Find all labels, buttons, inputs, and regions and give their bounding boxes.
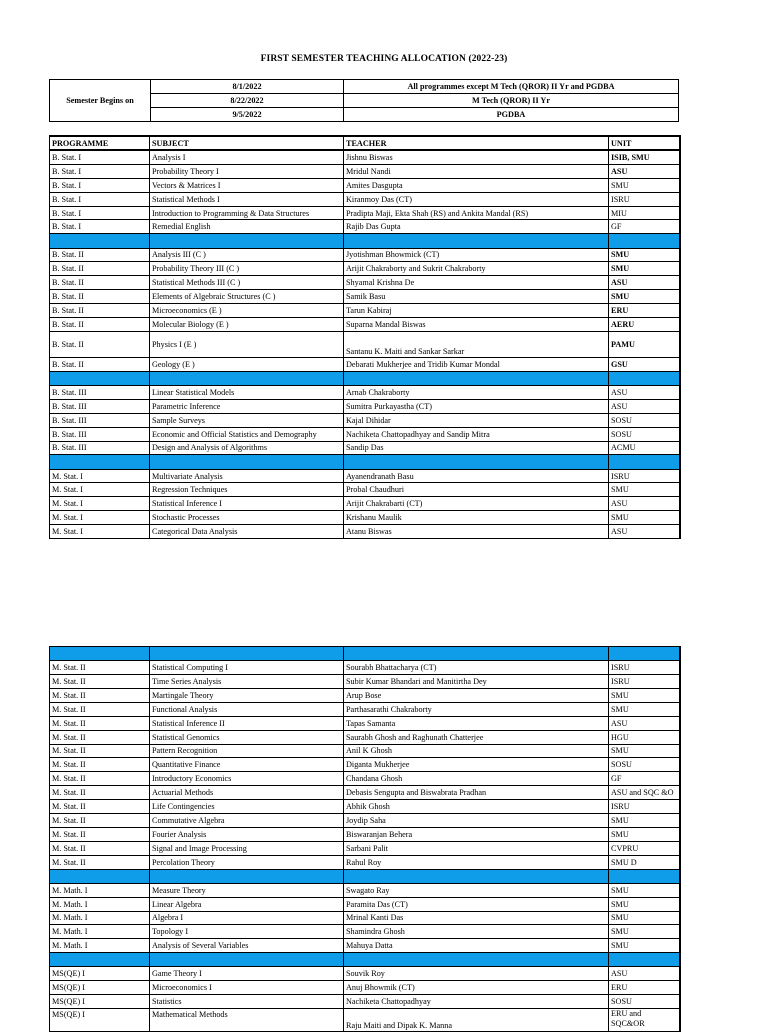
table-row	[50, 290, 680, 304]
subject-cell: Microeconomics (E )	[150, 304, 344, 318]
separator-row	[50, 953, 680, 967]
unit-cell: SMU	[609, 483, 680, 497]
teacher-cell: Mridul Nandi	[344, 164, 609, 178]
table-row	[50, 427, 680, 441]
table-row	[50, 800, 680, 814]
teacher-cell: Kajal Dihidar	[344, 413, 609, 427]
teacher-cell: Arup Bose	[344, 688, 609, 702]
header-subject: SUBJECT	[150, 136, 344, 150]
programme-cell: M. Stat. II	[50, 800, 150, 814]
unit-cell: SMU	[609, 939, 680, 953]
table-row	[50, 995, 680, 1009]
subject-cell: Game Theory I	[150, 967, 344, 981]
subject-cell: Economic and Official Statistics and Demography	[150, 427, 344, 441]
semester-label: Semester Begins on	[50, 80, 151, 122]
teacher-cell: Debarati Mukherjee and Tridib Kumar Mondal	[344, 357, 609, 371]
table-row	[50, 967, 680, 981]
semester-programmes: All programmes except M Tech (QROR) II Yr and PGDBA	[344, 80, 679, 94]
subject-cell: Design and Analysis of Algorithms	[150, 441, 344, 455]
unit-cell: MIU	[609, 206, 680, 220]
table-row	[50, 469, 680, 483]
unit-cell: SMU	[609, 813, 680, 827]
teacher-cell: Diganta Mukherjee	[344, 758, 609, 772]
subject-cell: Vectors & Matrices I	[150, 178, 344, 192]
subject-cell: Statistical Inference I	[150, 497, 344, 511]
teacher-cell: Shyamal Krishna De	[344, 276, 609, 290]
unit-cell: SMU	[609, 744, 680, 758]
table-row	[50, 192, 680, 206]
teacher-cell: Atanu Biswas	[344, 525, 609, 539]
subject-cell: Measure Theory	[150, 883, 344, 897]
programme-cell: M. Stat. II	[50, 758, 150, 772]
teacher-cell: Arijit Chakraborty and Sukrit Chakraborty	[344, 262, 609, 276]
unit-cell: SMU	[609, 883, 680, 897]
semester-row	[50, 80, 679, 94]
unit-cell: ISRU	[609, 661, 680, 675]
table-row	[50, 744, 680, 758]
semester-date: 8/22/2022	[151, 94, 344, 108]
table-row	[50, 981, 680, 995]
unit-cell: ISRU	[609, 675, 680, 689]
teacher-cell: Jyotishman Bhowmick (CT)	[344, 248, 609, 262]
unit-cell: SMU	[609, 262, 680, 276]
programme-cell: B. Stat. I	[50, 150, 150, 164]
unit-cell: SMU	[609, 925, 680, 939]
unit-cell: SOSU	[609, 995, 680, 1009]
programme-cell: M. Stat. I	[50, 497, 150, 511]
teacher-cell: Paramita Das (CT)	[344, 897, 609, 911]
unit-cell: ISIB, SMU	[609, 150, 680, 164]
table-row	[50, 661, 680, 675]
teacher-cell: Nachiketa Chattopadhyay and Sandip Mitra	[344, 427, 609, 441]
programme-cell: M. Stat. II	[50, 772, 150, 786]
teacher-cell: Mahuya Datta	[344, 939, 609, 953]
teacher-cell: Chandana Ghosh	[344, 772, 609, 786]
unit-cell: SOSU	[609, 758, 680, 772]
unit-cell: ISRU	[609, 192, 680, 206]
header-programme: PROGRAMME	[50, 136, 150, 150]
unit-cell: AERU	[609, 317, 680, 331]
separator-row	[50, 371, 680, 385]
subject-cell: Categorical Data Analysis	[150, 525, 344, 539]
programme-cell: B. Stat. II	[50, 317, 150, 331]
unit-cell: ACMU	[609, 441, 680, 455]
semester-programmes: M Tech (QROR) II Yr	[344, 94, 679, 108]
unit-cell: ASU	[609, 276, 680, 290]
unit-cell: SMU	[609, 827, 680, 841]
unit-cell: ASU	[609, 716, 680, 730]
subject-cell: Quantitative Finance	[150, 758, 344, 772]
teacher-cell: Rahul Roy	[344, 855, 609, 869]
programme-cell: B. Stat. III	[50, 385, 150, 399]
teacher-cell: Subir Kumar Bhandari and Manitirtha Dey	[344, 675, 609, 689]
unit-cell: HGU	[609, 730, 680, 744]
unit-cell: ISRU	[609, 800, 680, 814]
programme-cell: M. Stat. I	[50, 511, 150, 525]
page-title: FIRST SEMESTER TEACHING ALLOCATION (2022-23)	[260, 54, 508, 64]
subject-cell: Martingale Theory	[150, 688, 344, 702]
programme-cell: M. Math. I	[50, 883, 150, 897]
teacher-cell: Probal Chaudhuri	[344, 483, 609, 497]
header-teacher: TEACHER	[344, 136, 609, 150]
table-row	[50, 897, 680, 911]
programme-cell: M. Stat. I	[50, 483, 150, 497]
teacher-cell: Sandip Das	[344, 441, 609, 455]
subject-cell: Statistical Methods III (C )	[150, 276, 344, 290]
programme-cell: M. Stat. II	[50, 744, 150, 758]
programme-cell: B. Stat. III	[50, 427, 150, 441]
unit-cell: SMU	[609, 248, 680, 262]
teacher-cell: Anil K Ghosh	[344, 744, 609, 758]
programme-cell: B. Stat. I	[50, 220, 150, 234]
subject-cell: Probability Theory III (C )	[150, 262, 344, 276]
teacher-cell: Jishnu Biswas	[344, 150, 609, 164]
teacher-cell: Joydip Saha	[344, 813, 609, 827]
unit-cell: SMU D	[609, 855, 680, 869]
table-row	[50, 855, 680, 869]
teacher-cell: Swagato Ray	[344, 883, 609, 897]
subject-cell: Analysis III (C )	[150, 248, 344, 262]
table-row	[50, 827, 680, 841]
table-row	[50, 511, 680, 525]
teacher-cell: Suparna Mandal Biswas	[344, 317, 609, 331]
subject-cell: Analysis I	[150, 150, 344, 164]
table-row	[50, 675, 680, 689]
subject-cell: Probability Theory I	[150, 164, 344, 178]
subject-cell: Introductory Economics	[150, 772, 344, 786]
unit-cell: ASU	[609, 385, 680, 399]
table-row	[50, 441, 680, 455]
table-row	[50, 220, 680, 234]
subject-cell: Percolation Theory	[150, 855, 344, 869]
subject-cell: Multivariate Analysis	[150, 469, 344, 483]
table-row	[50, 164, 680, 178]
programme-cell: M. Math. I	[50, 939, 150, 953]
teacher-cell: Anuj Bhowmik (CT)	[344, 981, 609, 995]
unit-cell: ASU	[609, 967, 680, 981]
unit-cell: ERU	[609, 304, 680, 318]
unit-cell: ASU and SQC &O	[609, 786, 680, 800]
teacher-cell: Shamindra Ghosh	[344, 925, 609, 939]
table-row	[50, 525, 680, 539]
unit-cell: SMU	[609, 702, 680, 716]
allocation-table-1	[49, 135, 681, 539]
teacher-cell: Mrinal Kanti Das	[344, 911, 609, 925]
subject-cell: Remedial English	[150, 220, 344, 234]
teacher-cell: Ayanendranath Basu	[344, 469, 609, 483]
programme-cell: B. Stat. II	[50, 262, 150, 276]
programme-cell: M. Stat. II	[50, 702, 150, 716]
subject-cell: Stochastic Processes	[150, 511, 344, 525]
unit-cell: GF	[609, 772, 680, 786]
unit-cell: CVPRU	[609, 841, 680, 855]
subject-cell: Molecular Biology (E )	[150, 317, 344, 331]
table-row	[50, 497, 680, 511]
table-row	[50, 150, 680, 164]
subject-cell: Time Series Analysis	[150, 675, 344, 689]
subject-cell: Statistical Computing I	[150, 661, 344, 675]
programme-cell: B. Stat. II	[50, 357, 150, 371]
programme-cell: B. Stat. II	[50, 304, 150, 318]
programme-cell: M. Stat. I	[50, 525, 150, 539]
teacher-cell: Arijit Chakrabarti (CT)	[344, 497, 609, 511]
subject-cell: Statistical Methods I	[150, 192, 344, 206]
subject-cell: Parametric Inference	[150, 399, 344, 413]
teacher-cell: Debasis Sengupta and Biswabrata Pradhan	[344, 786, 609, 800]
unit-cell: ASU	[609, 497, 680, 511]
table-row	[50, 786, 680, 800]
programme-cell: M. Stat. II	[50, 786, 150, 800]
separator-row	[50, 234, 680, 248]
subject-cell: Statistics	[150, 995, 344, 1009]
programme-cell: B. Stat. I	[50, 206, 150, 220]
table-row	[50, 483, 680, 497]
table-row	[50, 413, 680, 427]
header-unit: UNIT	[609, 136, 680, 150]
subject-cell: Fourier Analysis	[150, 827, 344, 841]
subject-cell: Elements of Algebraic Structures (C )	[150, 290, 344, 304]
subject-cell: Life Contingencies	[150, 800, 344, 814]
teacher-cell: Rajib Das Gupta	[344, 220, 609, 234]
subject-cell: Functional Analysis	[150, 702, 344, 716]
subject-cell: Microeconomics I	[150, 981, 344, 995]
teacher-cell: Arnab Chakraborty	[344, 385, 609, 399]
separator-row	[50, 647, 680, 661]
table-row	[50, 1009, 680, 1032]
subject-cell: Physics I (E )	[150, 331, 344, 357]
table-row	[50, 716, 680, 730]
table-row	[50, 911, 680, 925]
table-row	[50, 317, 680, 331]
table-row	[50, 939, 680, 953]
unit-cell: ERU and SQC&OR	[609, 1009, 680, 1032]
teacher-cell: Pradipta Maji, Ekta Shah (RS) and Ankita Mandal (RS)	[344, 206, 609, 220]
teacher-cell: Abhik Ghosh	[344, 800, 609, 814]
teacher-cell: Saurabh Ghosh and Raghunath Chatterjee	[344, 730, 609, 744]
unit-cell: ASU	[609, 525, 680, 539]
subject-cell: Statistical Genomics	[150, 730, 344, 744]
table-row	[50, 813, 680, 827]
subject-cell: Linear Statistical Models	[150, 385, 344, 399]
subject-cell: Algebra I	[150, 911, 344, 925]
unit-cell: SMU	[609, 897, 680, 911]
subject-cell: Commutative Algebra	[150, 813, 344, 827]
unit-cell: SOSU	[609, 427, 680, 441]
programme-cell: MS(QE) I	[50, 981, 150, 995]
programme-cell: MS(QE) I	[50, 995, 150, 1009]
programme-cell: B. Stat. III	[50, 413, 150, 427]
programme-cell: M. Stat. II	[50, 841, 150, 855]
programme-cell: M. Stat. II	[50, 688, 150, 702]
programme-cell: M. Math. I	[50, 925, 150, 939]
unit-cell: ASU	[609, 164, 680, 178]
programme-cell: M. Stat. I	[50, 469, 150, 483]
teacher-cell: Biswaranjan Behera	[344, 827, 609, 841]
table-row	[50, 331, 680, 357]
table-row	[50, 399, 680, 413]
subject-cell: Actuarial Methods	[150, 786, 344, 800]
teacher-cell: Souvik Roy	[344, 967, 609, 981]
programme-cell: B. Stat. I	[50, 178, 150, 192]
table-row	[50, 772, 680, 786]
programme-cell: B. Stat. II	[50, 290, 150, 304]
separator-row	[50, 869, 680, 883]
teacher-cell: Tarun Kabiraj	[344, 304, 609, 318]
programme-cell: MS(QE) I	[50, 967, 150, 981]
teacher-cell: Raju Maiti and Dipak K. Manna	[344, 1009, 609, 1032]
programme-cell: M. Stat. II	[50, 730, 150, 744]
table-row	[50, 758, 680, 772]
teacher-cell: Kiranmoy Das (CT)	[344, 192, 609, 206]
subject-cell: Regression Techniques	[150, 483, 344, 497]
semester-programmes: PGDBA	[344, 108, 679, 122]
programme-cell: M. Math. I	[50, 911, 150, 925]
programme-cell: B. Stat. I	[50, 192, 150, 206]
subject-cell: Introduction to Programming & Data Structures	[150, 206, 344, 220]
semester-date: 9/5/2022	[151, 108, 344, 122]
unit-cell: SMU	[609, 511, 680, 525]
programme-cell: M. Math. I	[50, 897, 150, 911]
programme-cell: M. Stat. II	[50, 675, 150, 689]
subject-cell: Signal and Image Processing	[150, 841, 344, 855]
programme-cell: M. Stat. II	[50, 661, 150, 675]
teacher-cell: Tapas Samanta	[344, 716, 609, 730]
table-row	[50, 262, 680, 276]
programme-cell: MS(QE) I	[50, 1009, 150, 1032]
unit-cell: GSU	[609, 357, 680, 371]
programme-cell: B. Stat. II	[50, 248, 150, 262]
programme-cell: B. Stat. II	[50, 276, 150, 290]
programme-cell: M. Stat. II	[50, 813, 150, 827]
unit-cell: SMU	[609, 290, 680, 304]
programme-cell: B. Stat. III	[50, 441, 150, 455]
teacher-cell: Amites Dasgupta	[344, 178, 609, 192]
table-row	[50, 178, 680, 192]
subject-cell: Topology I	[150, 925, 344, 939]
table-row	[50, 702, 680, 716]
programme-cell: M. Stat. II	[50, 716, 150, 730]
semester-date: 8/1/2022	[151, 80, 344, 94]
unit-cell: ASU	[609, 399, 680, 413]
table-row	[50, 925, 680, 939]
table-row	[50, 688, 680, 702]
table-header-row	[50, 136, 680, 150]
teacher-cell: Sarbani Palit	[344, 841, 609, 855]
programme-cell: B. Stat. I	[50, 164, 150, 178]
unit-cell: ERU	[609, 981, 680, 995]
teacher-cell: Sumitra Purkayastha (CT)	[344, 399, 609, 413]
programme-cell: B. Stat. II	[50, 331, 150, 357]
teacher-cell: Samik Basu	[344, 290, 609, 304]
unit-cell: ISRU	[609, 469, 680, 483]
allocation-table-2	[49, 646, 681, 1032]
teacher-cell: Santanu K. Maiti and Sankar Sarkar	[344, 331, 609, 357]
unit-cell: SMU	[609, 911, 680, 925]
subject-cell: Linear Algebra	[150, 897, 344, 911]
subject-cell: Sample Surveys	[150, 413, 344, 427]
subject-cell: Analysis of Several Variables	[150, 939, 344, 953]
programme-cell: M. Stat. II	[50, 855, 150, 869]
table-row	[50, 883, 680, 897]
table-row	[50, 206, 680, 220]
table-row	[50, 357, 680, 371]
subject-cell: Mathematical Methods	[150, 1009, 344, 1032]
table-row	[50, 248, 680, 262]
table-row	[50, 385, 680, 399]
subject-cell: Statistical Inference II	[150, 716, 344, 730]
table-row	[50, 841, 680, 855]
programme-cell: B. Stat. III	[50, 399, 150, 413]
unit-cell: SOSU	[609, 413, 680, 427]
unit-cell: SMU	[609, 178, 680, 192]
subject-cell: Geology (E )	[150, 357, 344, 371]
table-row	[50, 730, 680, 744]
subject-cell: Pattern Recognition	[150, 744, 344, 758]
unit-cell: GF	[609, 220, 680, 234]
unit-cell: PAMU	[609, 331, 680, 357]
semester-table	[49, 79, 679, 122]
teacher-cell: Krishanu Maulik	[344, 511, 609, 525]
teacher-cell: Nachiketa Chattopadhyay	[344, 995, 609, 1009]
table-row	[50, 304, 680, 318]
unit-cell: SMU	[609, 688, 680, 702]
table-row	[50, 276, 680, 290]
programme-cell: M. Stat. II	[50, 827, 150, 841]
teacher-cell: Sourabh Bhattacharya (CT)	[344, 661, 609, 675]
separator-row	[50, 455, 680, 469]
teacher-cell: Parthasarathi Chakraborty	[344, 702, 609, 716]
